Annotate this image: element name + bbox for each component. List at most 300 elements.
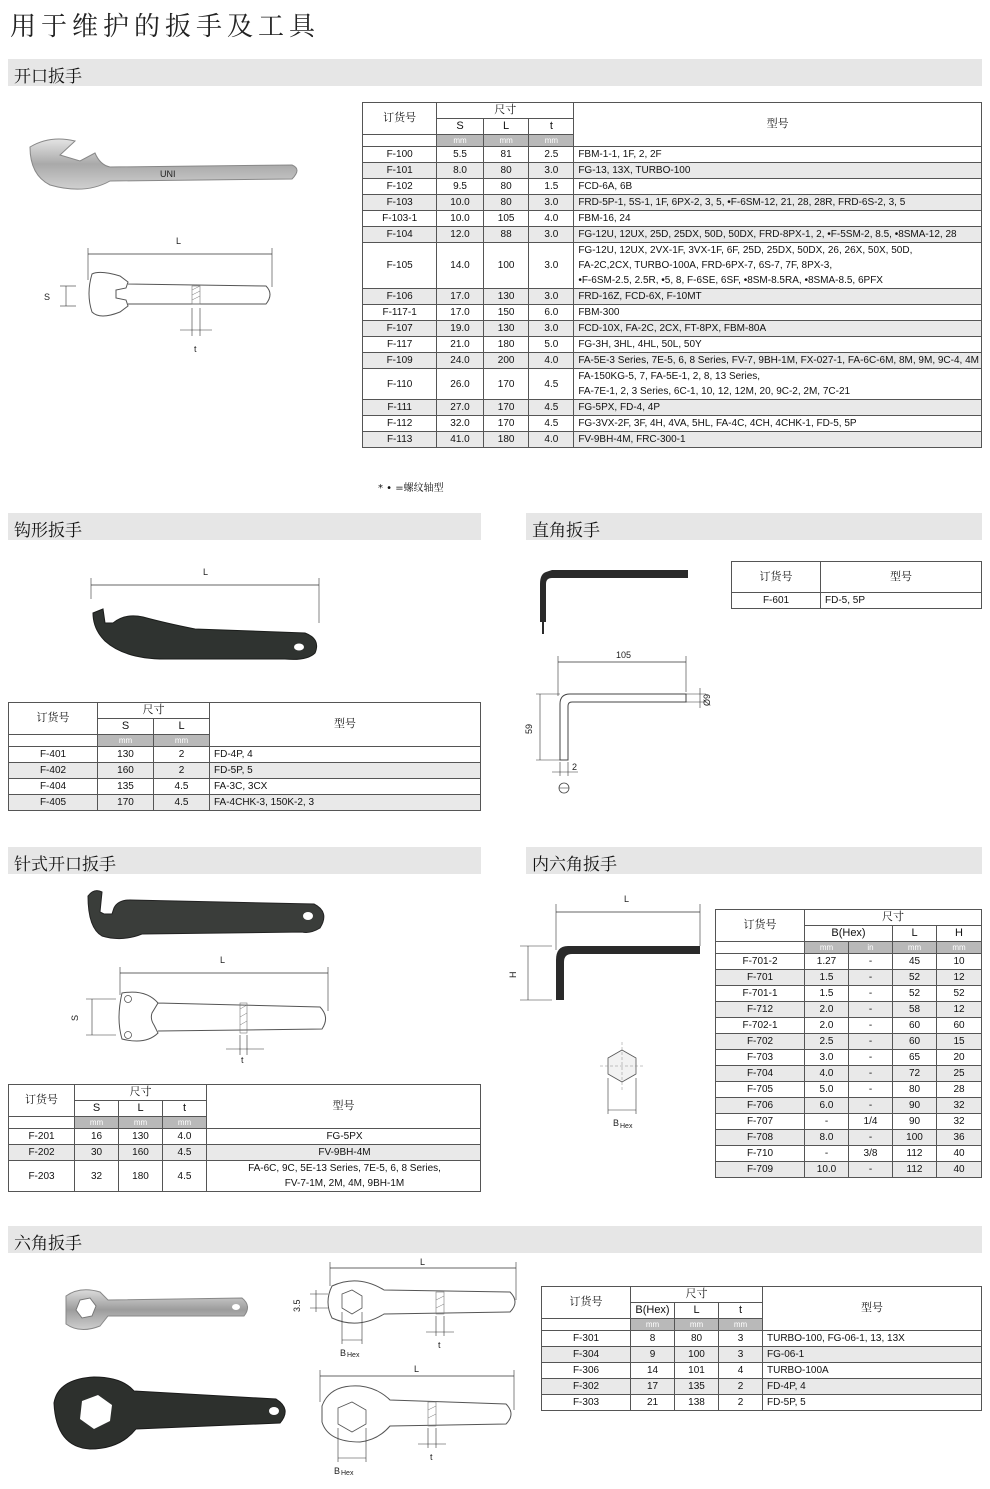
- table-cell: 10.0: [437, 211, 484, 227]
- table-cell: 25: [937, 1066, 982, 1082]
- dim-L: L: [220, 955, 226, 965]
- section-title: 钩形扳手: [14, 521, 82, 541]
- table-row: [716, 1114, 982, 1130]
- unit-mm: mm: [631, 1319, 675, 1331]
- table-row: [716, 1082, 982, 1098]
- table-cell: 40: [937, 1162, 982, 1178]
- model-line: FA-6C, 9C, 5E-13 Series, 7E-5, 6, 8 Series,: [248, 1163, 441, 1174]
- header-S: S: [75, 1101, 119, 1117]
- model-line: FBM-300: [578, 307, 620, 318]
- table-cell: F-202: [9, 1145, 75, 1161]
- table-cell: 3.0: [529, 243, 574, 289]
- table-cell: 2.5: [805, 1034, 849, 1050]
- header-H: H: [937, 926, 982, 942]
- table-cell: 100: [675, 1347, 719, 1363]
- table-row: [542, 1331, 982, 1347]
- header-L: L: [119, 1101, 163, 1117]
- brand-text: UNI: [160, 169, 176, 179]
- table-cell: 20: [937, 1050, 982, 1066]
- table-cell: 135: [675, 1379, 719, 1395]
- table-cell: 8: [631, 1331, 675, 1347]
- table-cell: 72: [893, 1066, 937, 1082]
- table-row: [363, 369, 982, 400]
- section-title: 内六角扳手: [532, 855, 617, 875]
- table-cell: 130: [483, 289, 529, 305]
- model-cell: [574, 289, 982, 305]
- model-cell: [574, 337, 982, 353]
- model-cell: [574, 305, 982, 321]
- table-cell: 90: [893, 1114, 937, 1130]
- table-cell: F-703: [716, 1050, 805, 1066]
- unit-mm: mm: [893, 942, 937, 954]
- dim-t: t: [438, 1340, 441, 1350]
- model-cell: [574, 369, 982, 400]
- pin-wrench-photo: [82, 882, 332, 948]
- table-cell: 17.0: [437, 305, 484, 321]
- table-cell: -: [849, 1162, 893, 1178]
- header-model: 型号: [207, 1085, 481, 1129]
- table-cell: 130: [119, 1129, 163, 1145]
- table-cell: 3.0: [529, 227, 574, 243]
- table-cell: 60: [937, 1018, 982, 1034]
- pin-wrench-drawing: [66, 955, 341, 1067]
- table-row: [542, 1363, 982, 1379]
- table-row: [9, 779, 481, 795]
- table-cell: F-117: [363, 337, 437, 353]
- model-line: •F-6SM-2.5, 2.5R, •5, 8, F-6SE, 6SF, •8SM-8.5RA, •8SMA-8.5, 6PFX: [578, 275, 883, 286]
- dim-L: L: [203, 567, 209, 577]
- table-cell: 80: [483, 179, 529, 195]
- table-cell: 112: [893, 1162, 937, 1178]
- table-cell: -: [849, 1002, 893, 1018]
- table-cell: 4.5: [529, 416, 574, 432]
- table-row: [9, 1145, 481, 1161]
- section-hook-wrench: [8, 513, 481, 540]
- table-cell: 4.5: [163, 1145, 207, 1161]
- table-cell: 130: [98, 747, 154, 763]
- dim-S: S: [70, 1014, 80, 1021]
- table-cell: 1.5: [529, 179, 574, 195]
- table-cell: F-401: [9, 747, 98, 763]
- header-dims: 尺寸: [75, 1085, 207, 1101]
- table-cell: 17: [631, 1379, 675, 1395]
- table-cell: F-303: [542, 1395, 631, 1411]
- hook-wrench-table: [8, 702, 481, 811]
- table-cell: F-304: [542, 1347, 631, 1363]
- table-cell: 52: [893, 970, 937, 986]
- table-cell: F-708: [716, 1130, 805, 1146]
- pin-wrench-table: [8, 1084, 481, 1192]
- dim-3.5: 3.5: [292, 1299, 302, 1312]
- model-line: FA-2C,2CX, TURBO-100A, FRD-6PX-7, 6S-7, 7F, 8PX-3,: [578, 260, 833, 271]
- table-cell: F-402: [9, 763, 98, 779]
- section-title: 直角扳手: [532, 521, 600, 541]
- model-line: FG-5PX: [326, 1131, 363, 1142]
- table-cell: 14: [631, 1363, 675, 1379]
- model-cell: [574, 195, 982, 211]
- table-cell: 40: [937, 1146, 982, 1162]
- unit-mm: mm: [937, 942, 982, 954]
- table-cell: 180: [119, 1161, 163, 1192]
- table-cell: FD-5P, 5: [763, 1395, 982, 1411]
- angle-wrench-photo: [526, 562, 696, 644]
- table-cell: 9.5: [437, 179, 484, 195]
- table-cell: 16: [75, 1129, 119, 1145]
- dim-2: 2: [572, 762, 578, 772]
- table-cell: F-702-1: [716, 1018, 805, 1034]
- header-model: 型号: [763, 1287, 982, 1331]
- table-cell: FD-5P, 5: [210, 763, 481, 779]
- header-t: t: [163, 1101, 207, 1117]
- table-cell: 4.0: [163, 1129, 207, 1145]
- table-row: [363, 432, 982, 448]
- table-cell: F-110: [363, 369, 437, 400]
- open-wrench-drawing: [40, 232, 280, 357]
- dim-59: 59: [524, 723, 534, 734]
- open-wrench-photo: [20, 135, 310, 195]
- dim-t: t: [430, 1452, 433, 1462]
- hook-wrench-drawing: [85, 563, 330, 673]
- table-cell: F-704: [716, 1066, 805, 1082]
- table-cell: 100: [893, 1130, 937, 1146]
- table-cell: 32: [937, 1098, 982, 1114]
- dim-L: L: [414, 1364, 420, 1374]
- header-S: S: [98, 719, 154, 735]
- unit-mm: mm: [483, 135, 529, 147]
- table-cell: 6.0: [805, 1098, 849, 1114]
- table-cell: FD-4P, 4: [763, 1379, 982, 1395]
- table-cell: 2.5: [529, 147, 574, 163]
- open-wrench-table: [362, 102, 982, 448]
- section-pin-wrench: [8, 847, 481, 874]
- unit-mm: mm: [719, 1319, 763, 1331]
- model-line: FV-9BH-4M: [318, 1147, 371, 1158]
- table-cell: 170: [483, 400, 529, 416]
- unit-mm: mm: [163, 1117, 207, 1129]
- header-L: L: [675, 1303, 719, 1319]
- header-model: 型号: [574, 103, 982, 147]
- unit-mm: mm: [529, 135, 574, 147]
- table-row: [716, 1130, 982, 1146]
- table-row: [716, 1066, 982, 1082]
- table-cell: 4.5: [529, 400, 574, 416]
- table-cell: F-601: [732, 593, 821, 609]
- table-cell: 80: [893, 1082, 937, 1098]
- table-row: [716, 1098, 982, 1114]
- model-cell: [574, 163, 982, 179]
- table-cell: 88: [483, 227, 529, 243]
- model-cell: [574, 416, 982, 432]
- table-row: [9, 795, 481, 811]
- table-row: [363, 416, 982, 432]
- table-cell: F-100: [363, 147, 437, 163]
- model-line: FG-5PX, FD-4, 4P: [578, 402, 660, 413]
- header-L: L: [154, 719, 210, 735]
- table-cell: TURBO-100, FG-06-1, 13, 13X: [763, 1331, 982, 1347]
- table-cell: F-706: [716, 1098, 805, 1114]
- table-cell: F-404: [9, 779, 98, 795]
- model-cell: [207, 1145, 481, 1161]
- table-cell: 100: [483, 243, 529, 289]
- table-row: [9, 747, 481, 763]
- model-line: FCD-10X, FA-2C, 2CX, FT-8PX, FBM-80A: [578, 323, 767, 334]
- table-row: [363, 211, 982, 227]
- table-row: [363, 353, 982, 369]
- dim-t: t: [194, 344, 197, 354]
- dim-L: L: [624, 894, 630, 904]
- table-cell: 80: [483, 163, 529, 179]
- table-cell: 3.0: [529, 163, 574, 179]
- table-cell: -: [849, 970, 893, 986]
- table-cell: 41.0: [437, 432, 484, 448]
- model-line: FG-3VX-2F, 3F, 4H, 4VA, 5HL, FA-4C, 4CH, 4CHK-1, FD-5, 5P: [578, 418, 857, 429]
- table-cell: 180: [483, 337, 529, 353]
- table-cell: F-203: [9, 1161, 75, 1192]
- model-cell: [574, 243, 982, 289]
- table-row: [542, 1347, 982, 1363]
- table-cell: 90: [893, 1098, 937, 1114]
- table-cell: 17.0: [437, 289, 484, 305]
- table-cell: 2.0: [805, 1002, 849, 1018]
- table-cell: 4.5: [154, 779, 210, 795]
- header-order: 订货号: [542, 1287, 631, 1319]
- table-cell: 65: [893, 1050, 937, 1066]
- dim-S: S: [44, 292, 51, 302]
- table-cell: 101: [675, 1363, 719, 1379]
- table-row: [363, 163, 982, 179]
- table-cell: 3/8: [849, 1146, 893, 1162]
- table-cell: F-107: [363, 321, 437, 337]
- table-cell: 105: [483, 211, 529, 227]
- table-cell: 4.5: [529, 369, 574, 400]
- table-cell: 170: [98, 795, 154, 811]
- table-cell: -: [849, 986, 893, 1002]
- hex-wrench-drawing-small: [288, 1256, 524, 1364]
- model-line: FBM-16, 24: [578, 213, 631, 224]
- table-cell: -: [849, 954, 893, 970]
- table-row: [9, 1161, 481, 1192]
- table-cell: F-105: [363, 243, 437, 289]
- model-line: FG-3H, 3HL, 4HL, 50L, 50Y: [578, 339, 702, 350]
- table-cell: 4.0: [529, 432, 574, 448]
- dim-105: 105: [616, 650, 632, 660]
- table-cell: F-103-1: [363, 211, 437, 227]
- table-cell: F-712: [716, 1002, 805, 1018]
- header-order: 订货号: [363, 103, 437, 135]
- table-cell: F-707: [716, 1114, 805, 1130]
- table-cell: 12: [937, 970, 982, 986]
- hex-wrench-table: [541, 1286, 982, 1411]
- table-cell: F-109: [363, 353, 437, 369]
- table-cell: 1.5: [805, 970, 849, 986]
- table-cell: F-103: [363, 195, 437, 211]
- table-cell: 60: [893, 1034, 937, 1050]
- model-line: FV-9BH-4M, FRC-300-1: [578, 434, 686, 445]
- model-cell: [574, 227, 982, 243]
- model-line: FG-12U, 12UX, 2VX-1F, 3VX-1F, 6F, 25D, 25DX, 50DX, 26, 26X, 50X, 50D,: [578, 245, 913, 256]
- section-hex-wrench: [8, 1226, 982, 1253]
- table-cell: F-201: [9, 1129, 75, 1145]
- table-row: [363, 289, 982, 305]
- table-cell: F-306: [542, 1363, 631, 1379]
- header-order: 订货号: [9, 1085, 75, 1117]
- header-BHex: B(Hex): [631, 1303, 675, 1319]
- dim-H: H: [508, 971, 518, 978]
- table-row: [363, 243, 982, 289]
- header-model: 型号: [821, 562, 982, 593]
- table-row: [363, 337, 982, 353]
- table-cell: 150: [483, 305, 529, 321]
- table-cell: -: [849, 1130, 893, 1146]
- unit-mm: mm: [98, 735, 154, 747]
- table-cell: 8.0: [437, 163, 484, 179]
- page-title: 用于维护的扳手及工具: [10, 12, 321, 42]
- table-cell: 1/4: [849, 1114, 893, 1130]
- dim-L: L: [420, 1257, 426, 1267]
- table-cell: 180: [483, 432, 529, 448]
- table-cell: 3: [719, 1331, 763, 1347]
- table-row: [716, 1002, 982, 1018]
- model-line: FA-5E-3 Series, 7E-5, 6, 8 Series, FV-7, 9BH-1M, FX-027-1, FA-6C-6M, 8M, 9M, 9C-4, 4M: [578, 355, 979, 366]
- table-cell: 1.27: [805, 954, 849, 970]
- model-cell: [574, 432, 982, 448]
- table-cell: -: [805, 1146, 849, 1162]
- table-row: [542, 1395, 982, 1411]
- table-cell: F-405: [9, 795, 98, 811]
- dim-L: L: [176, 236, 182, 246]
- model-cell: [574, 400, 982, 416]
- table-cell: 27.0: [437, 400, 484, 416]
- table-cell: 58: [893, 1002, 937, 1018]
- table-cell: F-302: [542, 1379, 631, 1395]
- dim-9: Ø9: [702, 693, 712, 706]
- table-cell: -: [849, 1098, 893, 1114]
- table-cell: 24.0: [437, 353, 484, 369]
- table-cell: 4: [719, 1363, 763, 1379]
- dim-hex: Hex: [620, 1123, 633, 1130]
- table-cell: FA-4CHK-3, 150K-2, 3: [210, 795, 481, 811]
- header-t: t: [529, 119, 574, 135]
- table-cell: 160: [98, 763, 154, 779]
- table-row: [716, 1162, 982, 1178]
- table-cell: 32.0: [437, 416, 484, 432]
- table-cell: 3: [719, 1347, 763, 1363]
- table-cell: 26.0: [437, 369, 484, 400]
- table-cell: F-102: [363, 179, 437, 195]
- table-cell: F-104: [363, 227, 437, 243]
- table-cell: 200: [483, 353, 529, 369]
- dim-B: B: [334, 1466, 341, 1476]
- model-line: FA-7E-1, 2, 3 Series, 6C-1, 10, 12, 12M, 20, 9C-2, 2M, 7C-21: [578, 386, 851, 397]
- table-cell: 130: [483, 321, 529, 337]
- table-cell: 30: [75, 1145, 119, 1161]
- table-cell: F-701-1: [716, 986, 805, 1002]
- table-cell: 170: [483, 369, 529, 400]
- table-cell: 60: [893, 1018, 937, 1034]
- table-cell: 52: [937, 986, 982, 1002]
- dim-B: B: [340, 1348, 347, 1358]
- table-cell: 5.0: [805, 1082, 849, 1098]
- table-row: [9, 1129, 481, 1145]
- table-row: [363, 195, 982, 211]
- section-hex-key: [526, 847, 982, 874]
- table-cell: 2.0: [805, 1018, 849, 1034]
- table-cell: F-113: [363, 432, 437, 448]
- model-cell: [574, 179, 982, 195]
- table-row: [716, 1146, 982, 1162]
- table-cell: F-705: [716, 1082, 805, 1098]
- hex-key-drawing: [506, 890, 706, 1130]
- table-cell: 14.0: [437, 243, 484, 289]
- table-cell: -: [849, 1066, 893, 1082]
- table-cell: 138: [675, 1395, 719, 1411]
- table-row: [716, 1050, 982, 1066]
- table-cell: -: [849, 1034, 893, 1050]
- header-L: L: [483, 119, 529, 135]
- table-cell: FD-5, 5P: [821, 593, 982, 609]
- table-cell: 112: [893, 1146, 937, 1162]
- table-cell: 5.0: [529, 337, 574, 353]
- table-cell: 80: [675, 1331, 719, 1347]
- model-line: FRD-16Z, FCD-6X, F-10MT: [578, 291, 702, 302]
- model-line: FA-150KG-5, 7, FA-5E-1, 2, 8, 13 Series,: [578, 371, 761, 382]
- model-line: FBM-1-1, 1F, 2, 2F: [578, 149, 662, 160]
- table-row: [716, 970, 982, 986]
- table-cell: 4.0: [805, 1066, 849, 1082]
- table-cell: 4.5: [163, 1161, 207, 1192]
- section-angle-wrench: [526, 513, 982, 540]
- model-line: FCD-6A, 6B: [578, 181, 633, 192]
- table-cell: 9: [631, 1347, 675, 1363]
- table-row: [9, 763, 481, 779]
- table-cell: F-106: [363, 289, 437, 305]
- table-row: [363, 147, 982, 163]
- model-line: FRD-5P-1, 5S-1, 1F, 6PX-2, 3, 5, •F-6SM-12, 21, 28, 28R, FRD-6S-2, 3, 5: [578, 197, 906, 208]
- table-cell: 3.0: [805, 1050, 849, 1066]
- model-line: FV-7-1M, 2M, 4M, 9BH-1M: [284, 1178, 405, 1189]
- thread-note: * • =螺纹轴型: [378, 483, 444, 494]
- table-row: [363, 321, 982, 337]
- table-cell: 21: [631, 1395, 675, 1411]
- header-order: 订货号: [732, 562, 821, 593]
- table-cell: 1.5: [805, 986, 849, 1002]
- dim-B: B: [613, 1118, 620, 1128]
- dim-t: t: [241, 1055, 244, 1065]
- table-cell: F-112: [363, 416, 437, 432]
- table-row: [716, 1018, 982, 1034]
- model-line: FG-12U, 12UX, 25D, 25DX, 50D, 50DX, FRD-8PX-1, 2, •F-5SM-2, 8.5, •8SMA-12, 28: [578, 229, 957, 240]
- unit-mm: mm: [805, 942, 849, 954]
- header-model: 型号: [210, 703, 481, 747]
- model-line: FG-13, 13X, TURBO-100: [578, 165, 691, 176]
- table-cell: 10.0: [805, 1162, 849, 1178]
- table-cell: 135: [98, 779, 154, 795]
- table-cell: 12: [937, 1002, 982, 1018]
- table-cell: 3.0: [529, 289, 574, 305]
- hex-wrench-photo-large: [50, 1373, 295, 1453]
- table-cell: 81: [483, 147, 529, 163]
- model-cell: [574, 147, 982, 163]
- model-cell: [207, 1129, 481, 1145]
- model-cell: [207, 1161, 481, 1192]
- unit-mm: mm: [675, 1319, 719, 1331]
- model-cell: [574, 211, 982, 227]
- table-cell: F-702: [716, 1034, 805, 1050]
- table-cell: 10.0: [437, 195, 484, 211]
- table-row: [363, 305, 982, 321]
- table-cell: 6.0: [529, 305, 574, 321]
- section-title: 开口扳手: [14, 67, 82, 87]
